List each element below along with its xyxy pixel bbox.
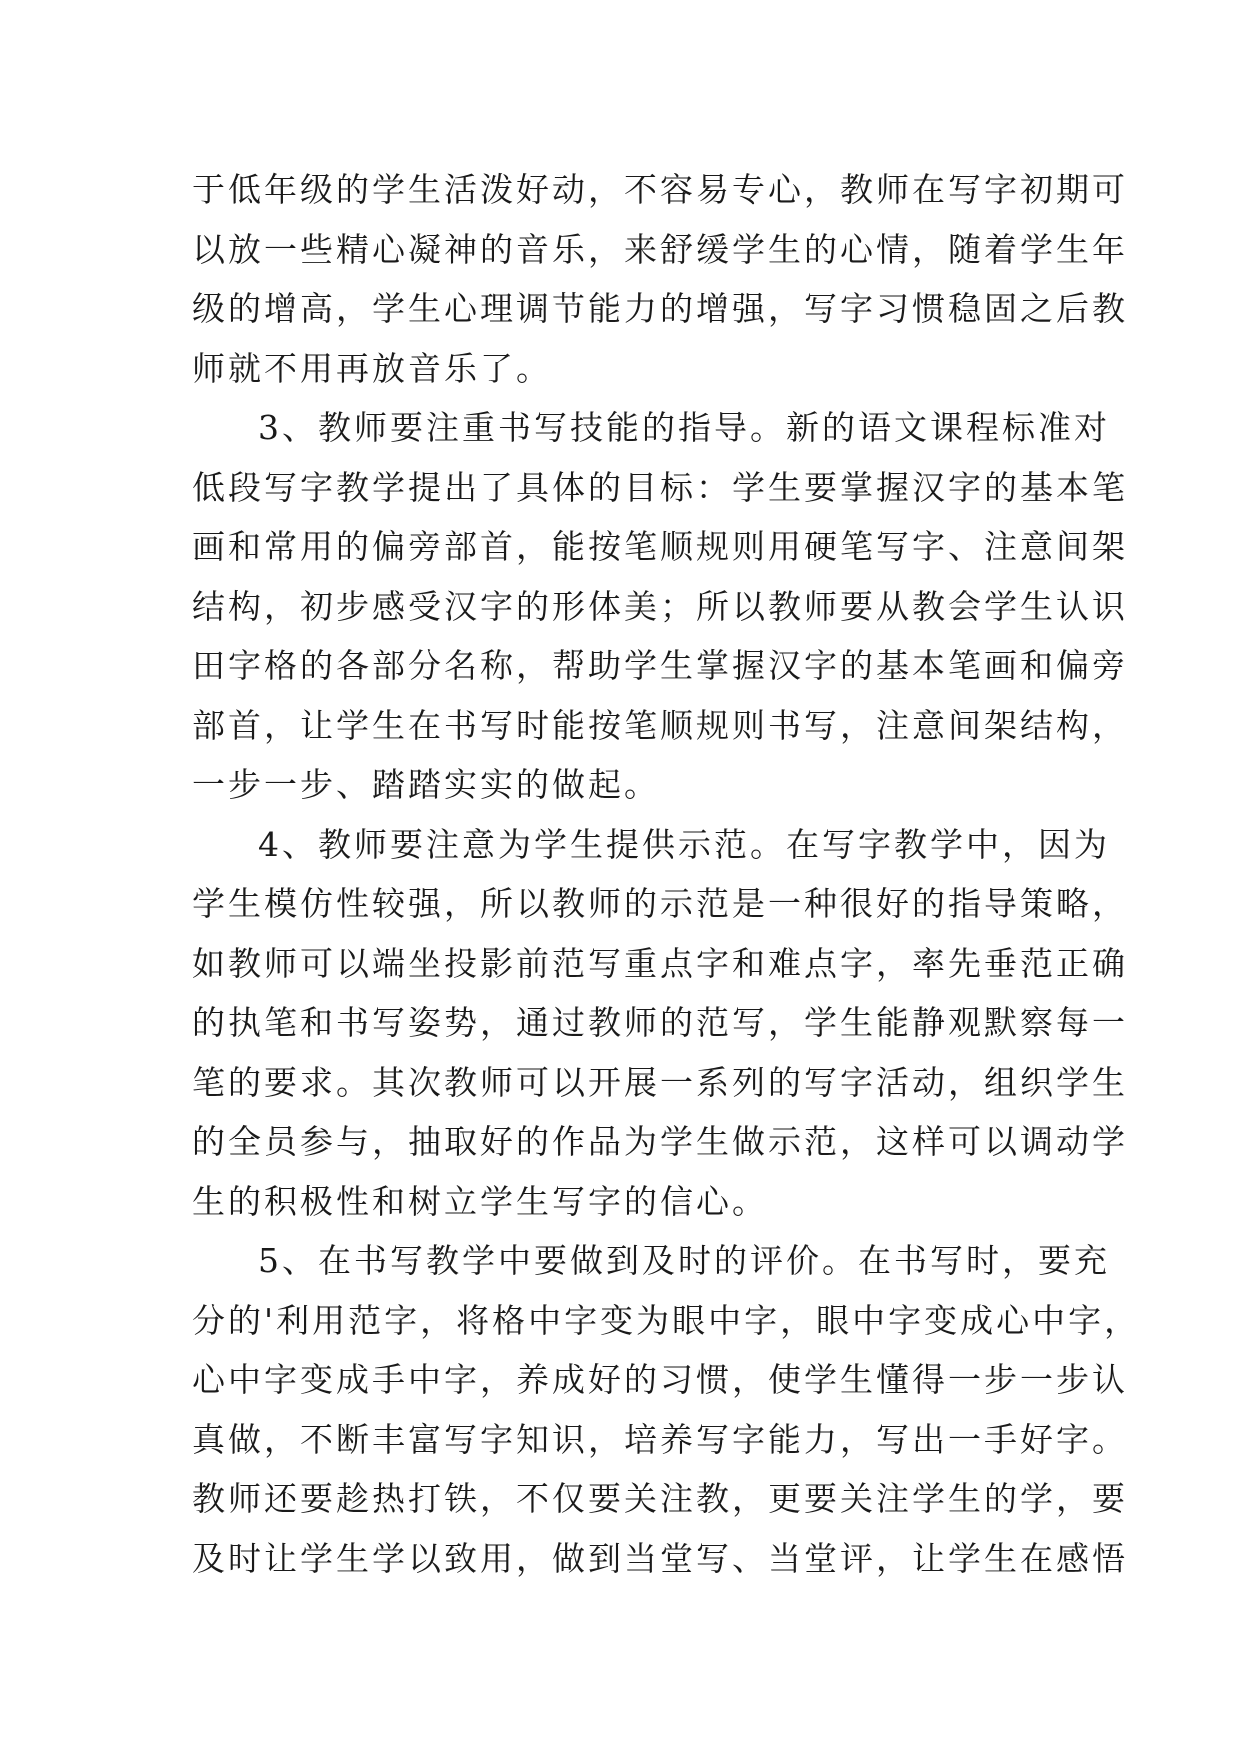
text-line: 结构，初步感受汉字的形体美；所以教师要从教会学生认识 bbox=[192, 586, 1128, 626]
paragraph-start-line: 5、在书写教学中要做到及时的评价。在书写时，要充 bbox=[258, 1241, 1110, 1280]
text-line: 画和常用的偏旁部首，能按笔顺规则用硬笔写字、注意间架 bbox=[192, 527, 1128, 566]
text-line: 心中字变成手中字，养成好的习惯，使学生懂得一步一步认 bbox=[192, 1360, 1128, 1399]
text-line: 生的积极性和树立学生写字的信心。 bbox=[192, 1181, 768, 1221]
text-line: 低段写字教学提出了具体的目标：学生要掌握汉字的基本笔 bbox=[192, 467, 1128, 507]
text-line: 笔的要求。其次教师可以开展一系列的写字活动，组织学生 bbox=[192, 1062, 1128, 1102]
text-line: 级的增高，学生心理调节能力的增强，写字习惯稳固之后教 bbox=[192, 289, 1128, 328]
text-line: 的全员参与，抽取好的作品为学生做示范，这样可以调动学 bbox=[192, 1122, 1128, 1161]
text-line: 以放一些精心凝神的音乐，来舒缓学生的心情，随着学生年 bbox=[192, 229, 1128, 269]
document-body bbox=[192, 160, 1141, 1588]
text-line: 的执笔和书写姿势，通过教师的范写，学生能静观默察每一 bbox=[192, 1003, 1128, 1042]
text-line: 部首，让学生在书写时能按笔顺规则书写，注意间架结构， bbox=[192, 705, 1128, 745]
text-line: 真做，不断丰富写字知识，培养写字能力，写出一手好字。 bbox=[192, 1419, 1128, 1459]
text-line: 及时让学生学以致用，做到当堂写、当堂评，让学生在感悟 bbox=[192, 1538, 1128, 1578]
text-line: 于低年级的学生活泼好动，不容易专心，教师在写字初期可 bbox=[192, 170, 1128, 209]
text-line: 教师还要趁热打铁，不仅要关注教，更要关注学生的学，要 bbox=[192, 1479, 1128, 1518]
text-line: 学生模仿性较强，所以教师的示范是一种很好的指导策略， bbox=[192, 884, 1128, 923]
text-line: 师就不用再放音乐了。 bbox=[192, 348, 552, 388]
text-line: 如教师可以端坐投影前范写重点字和难点字，率先垂范正确 bbox=[192, 943, 1128, 983]
text-line: 分的'利用范字，将格中字变为眼中字，眼中字变成心中字， bbox=[192, 1300, 1141, 1340]
paragraph-start-line: 3、教师要注重书写技能的指导。新的语文课程标准对 bbox=[258, 408, 1110, 447]
text-line: 田字格的各部分名称，帮助学生掌握汉字的基本笔画和偏旁 bbox=[192, 646, 1128, 685]
text-line: 一步一步、踏踏实实的做起。 bbox=[192, 765, 660, 804]
paragraph-start-line: 4、教师要注意为学生提供示范。在写字教学中，因为 bbox=[258, 824, 1110, 864]
